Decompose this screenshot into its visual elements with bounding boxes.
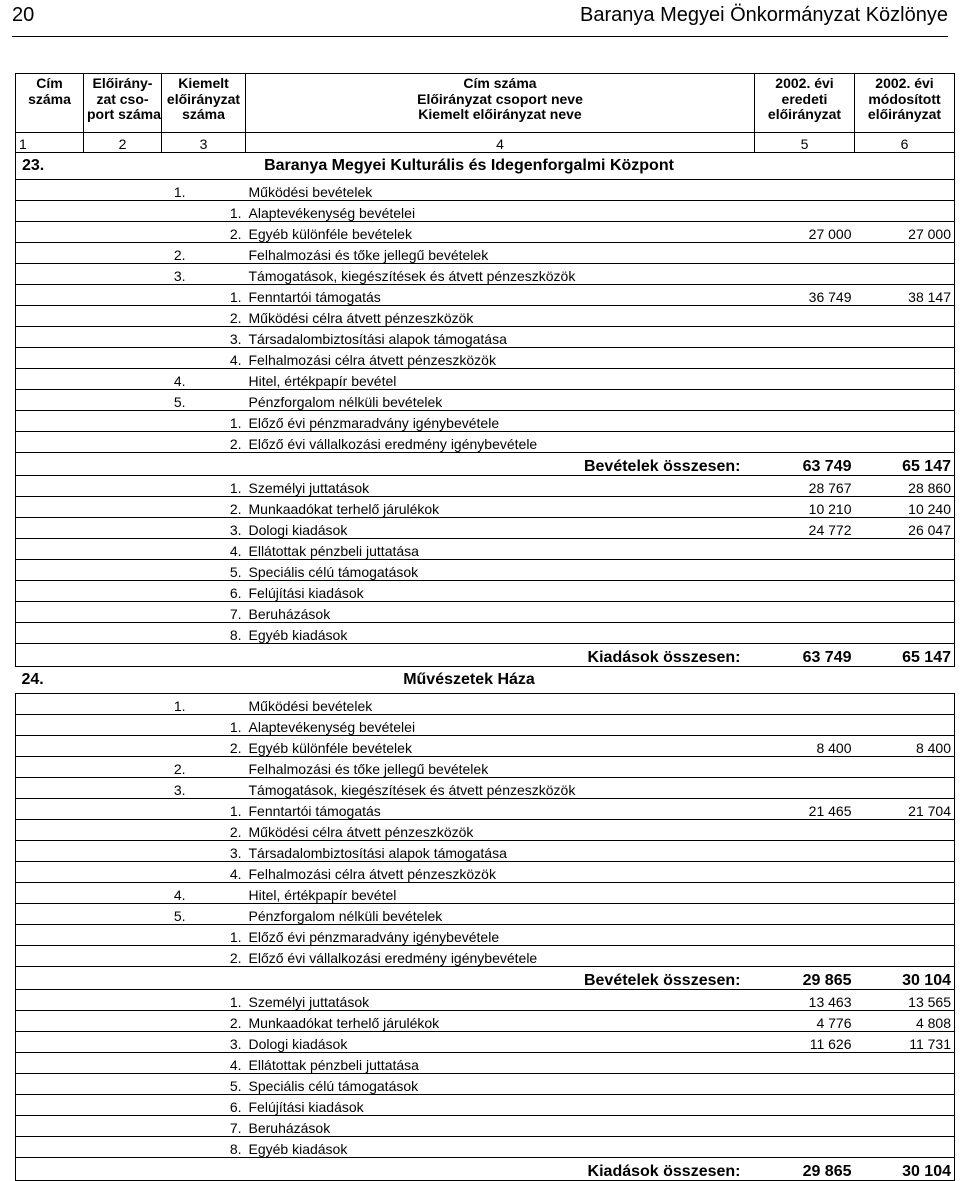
col-header-names: Cím száma Előirányzat csoport neve Kiemelt előirányzat neve bbox=[246, 74, 755, 133]
modified-value bbox=[855, 820, 955, 841]
modified-value bbox=[855, 390, 955, 411]
row-number: 5. bbox=[16, 1074, 246, 1095]
row-number: 8. bbox=[16, 623, 246, 644]
expense-row bbox=[16, 1074, 955, 1095]
row-number: 1. bbox=[16, 180, 246, 201]
expense-row bbox=[16, 602, 955, 623]
modified-value bbox=[855, 694, 955, 715]
modified-value bbox=[855, 862, 955, 883]
row-label: Támogatások, kiegészítések és átvett pénzeszközök bbox=[246, 264, 755, 285]
original-value bbox=[755, 925, 855, 946]
row-number: 1. bbox=[16, 476, 246, 497]
row-label: Munkaadókat terhelő járulékok bbox=[246, 497, 755, 518]
row-number: 2. bbox=[16, 736, 246, 757]
revenue-row bbox=[16, 820, 955, 841]
expense-row bbox=[16, 623, 955, 644]
row-label: Támogatások, kiegészítések és átvett pénzeszközök bbox=[246, 778, 755, 799]
modified-value bbox=[855, 432, 955, 453]
modified-value bbox=[855, 243, 955, 264]
original-value bbox=[755, 1074, 855, 1095]
row-number: 3. bbox=[16, 841, 246, 862]
modified-value bbox=[855, 715, 955, 736]
modified-value: 26 047 bbox=[855, 518, 955, 539]
modified-value bbox=[855, 327, 955, 348]
original-value bbox=[755, 264, 855, 285]
institution-number: 24. bbox=[21, 671, 44, 688]
row-label: Egyéb különféle bevételek bbox=[246, 222, 755, 243]
expense-row bbox=[16, 539, 955, 560]
row-label: Dologi kiadások bbox=[246, 1032, 755, 1053]
expense-row bbox=[16, 1011, 955, 1032]
modified-value bbox=[855, 602, 955, 623]
original-value bbox=[755, 327, 855, 348]
row-number: 4. bbox=[16, 1053, 246, 1074]
revenue-row bbox=[16, 243, 955, 264]
modified-value bbox=[855, 1053, 955, 1074]
row-label: Előző évi vállalkozási eredmény igénybevétele bbox=[246, 432, 755, 453]
page-number: 20 bbox=[12, 4, 35, 26]
row-number: 4. bbox=[16, 369, 246, 390]
expense-total-modified: 30 104 bbox=[855, 1158, 955, 1181]
original-value bbox=[755, 1116, 855, 1137]
row-number: 1. bbox=[16, 411, 246, 432]
revenue-row bbox=[16, 285, 955, 306]
row-label: Előző évi pénzmaradvány igénybevétele bbox=[246, 925, 755, 946]
row-number: 3. bbox=[16, 264, 246, 285]
original-value bbox=[755, 946, 855, 967]
column-number: 1 bbox=[16, 133, 84, 153]
row-label: Dologi kiadások bbox=[246, 518, 755, 539]
original-value bbox=[755, 602, 855, 623]
revenue-total-label: Bevételek összesen: bbox=[16, 967, 755, 990]
original-value bbox=[755, 694, 855, 715]
revenue-total-row bbox=[16, 453, 955, 476]
modified-value bbox=[855, 778, 955, 799]
row-label: Személyi juttatások bbox=[246, 476, 755, 497]
row-label: Speciális célú támogatások bbox=[246, 560, 755, 581]
column-number: 4 bbox=[246, 133, 755, 153]
original-value bbox=[755, 904, 855, 925]
page-header bbox=[12, 0, 948, 37]
expense-row bbox=[16, 1032, 955, 1053]
modified-value bbox=[855, 369, 955, 390]
institution-row bbox=[16, 667, 955, 694]
row-number: 3. bbox=[16, 1032, 246, 1053]
original-value: 36 749 bbox=[755, 285, 855, 306]
modified-value: 8 400 bbox=[855, 736, 955, 757]
expense-row bbox=[16, 1116, 955, 1137]
row-label: Egyéb különféle bevételek bbox=[246, 736, 755, 757]
row-number: 6. bbox=[16, 581, 246, 602]
row-label: Ellátottak pénzbeli juttatása bbox=[246, 539, 755, 560]
row-number: 2. bbox=[16, 243, 246, 264]
original-value bbox=[755, 369, 855, 390]
institution-number: 23. bbox=[16, 153, 84, 180]
original-value bbox=[755, 883, 855, 904]
revenue-row bbox=[16, 757, 955, 778]
row-label: Pénzforgalom nélküli bevételek bbox=[246, 390, 755, 411]
original-value bbox=[755, 820, 855, 841]
revenue-row bbox=[16, 327, 955, 348]
column-number-row bbox=[16, 133, 955, 153]
table-header-row bbox=[16, 74, 955, 133]
revenue-row bbox=[16, 883, 955, 904]
original-value bbox=[755, 1053, 855, 1074]
row-label: Beruházások bbox=[246, 602, 755, 623]
row-number: 1. bbox=[16, 799, 246, 820]
original-value: 27 000 bbox=[755, 222, 855, 243]
col-header-csoport: Előirány- zat cso- port száma bbox=[84, 74, 162, 133]
row-label: Ellátottak pénzbeli juttatása bbox=[246, 1053, 755, 1074]
original-value bbox=[755, 862, 855, 883]
revenue-row bbox=[16, 180, 955, 201]
modified-value bbox=[855, 883, 955, 904]
row-label: Beruházások bbox=[246, 1116, 755, 1137]
column-number: 6 bbox=[855, 133, 955, 153]
expense-total-row bbox=[16, 1158, 955, 1181]
institution-name: Művészetek Háza bbox=[403, 671, 535, 688]
revenue-row bbox=[16, 201, 955, 222]
revenue-row bbox=[16, 736, 955, 757]
modified-value bbox=[855, 904, 955, 925]
row-label: Felújítási kiadások bbox=[246, 581, 755, 602]
modified-value: 27 000 bbox=[855, 222, 955, 243]
col-header-modified: 2002. évi módosított előirányzat bbox=[855, 74, 955, 133]
row-label: Felhalmozási célra átvett pénzeszközök bbox=[246, 348, 755, 369]
original-value bbox=[755, 306, 855, 327]
expense-row bbox=[16, 581, 955, 602]
expense-row bbox=[16, 518, 955, 539]
row-label: Felhalmozási célra átvett pénzeszközök bbox=[246, 862, 755, 883]
modified-value: 10 240 bbox=[855, 497, 955, 518]
modified-value bbox=[855, 925, 955, 946]
expense-row bbox=[16, 560, 955, 581]
empty-cell bbox=[855, 153, 955, 180]
original-value: 28 767 bbox=[755, 476, 855, 497]
row-number: 4. bbox=[16, 883, 246, 904]
original-value: 4 776 bbox=[755, 1011, 855, 1032]
row-number: 1. bbox=[16, 694, 246, 715]
row-label: Előző évi pénzmaradvány igénybevétele bbox=[246, 411, 755, 432]
row-number: 7. bbox=[16, 602, 246, 623]
row-label: Felhalmozási és tőke jellegű bevételek bbox=[246, 243, 755, 264]
original-value bbox=[755, 757, 855, 778]
revenue-row bbox=[16, 369, 955, 390]
modified-value bbox=[855, 411, 955, 432]
expense-total-label: Kiadások összesen: bbox=[16, 644, 755, 667]
row-number: 3. bbox=[16, 327, 246, 348]
original-value bbox=[755, 243, 855, 264]
row-number: 2. bbox=[16, 432, 246, 453]
col-header-original: 2002. évi eredeti előirányzat bbox=[755, 74, 855, 133]
row-label: Felhalmozási és tőke jellegű bevételek bbox=[246, 757, 755, 778]
expense-total-label: Kiadások összesen: bbox=[16, 1158, 755, 1181]
row-number: 2. bbox=[16, 306, 246, 327]
original-value bbox=[755, 390, 855, 411]
empty-cell bbox=[855, 667, 955, 694]
original-value: 10 210 bbox=[755, 497, 855, 518]
row-number: 5. bbox=[16, 904, 246, 925]
row-label: Speciális célú támogatások bbox=[246, 1074, 755, 1095]
original-value bbox=[755, 1095, 855, 1116]
row-number: 1. bbox=[16, 715, 246, 736]
column-number: 3 bbox=[162, 133, 246, 153]
modified-value bbox=[855, 201, 955, 222]
modified-value bbox=[855, 560, 955, 581]
modified-value: 21 704 bbox=[855, 799, 955, 820]
row-number: 3. bbox=[16, 778, 246, 799]
original-value bbox=[755, 539, 855, 560]
modified-value: 4 808 bbox=[855, 1011, 955, 1032]
revenue-row bbox=[16, 904, 955, 925]
publication-title: Baranya Megyei Önkormányzat Közlönye bbox=[580, 4, 948, 26]
revenue-row bbox=[16, 841, 955, 862]
row-number: 1. bbox=[16, 990, 246, 1011]
original-value bbox=[755, 348, 855, 369]
row-label: Egyéb kiadások bbox=[246, 1137, 755, 1158]
modified-value bbox=[855, 348, 955, 369]
col-header-cim: Cím száma bbox=[16, 74, 84, 133]
revenue-row bbox=[16, 306, 955, 327]
original-value bbox=[755, 778, 855, 799]
modified-value bbox=[855, 623, 955, 644]
modified-value: 11 731 bbox=[855, 1032, 955, 1053]
revenue-row bbox=[16, 264, 955, 285]
row-number: 2. bbox=[16, 946, 246, 967]
original-value bbox=[755, 201, 855, 222]
row-number: 5. bbox=[16, 390, 246, 411]
row-label: Személyi juttatások bbox=[246, 990, 755, 1011]
original-value bbox=[755, 180, 855, 201]
row-label: Előző évi vállalkozási eredmény igénybevétele bbox=[246, 946, 755, 967]
expense-row bbox=[16, 497, 955, 518]
modified-value bbox=[855, 581, 955, 602]
row-number: 1. bbox=[16, 201, 246, 222]
expense-total-modified: 65 147 bbox=[855, 644, 955, 667]
revenue-row bbox=[16, 799, 955, 820]
revenue-row bbox=[16, 778, 955, 799]
col-header-kiemelt: Kiemelt előirányzat száma bbox=[162, 74, 246, 133]
original-value bbox=[755, 432, 855, 453]
revenue-total-modified: 30 104 bbox=[855, 967, 955, 990]
original-value bbox=[755, 581, 855, 602]
modified-value bbox=[855, 1074, 955, 1095]
original-value: 21 465 bbox=[755, 799, 855, 820]
original-value bbox=[755, 841, 855, 862]
modified-value bbox=[855, 1116, 955, 1137]
expense-total-row bbox=[16, 644, 955, 667]
revenue-row bbox=[16, 694, 955, 715]
modified-value bbox=[855, 180, 955, 201]
row-label: Pénzforgalom nélküli bevételek bbox=[246, 904, 755, 925]
row-number: 4. bbox=[16, 862, 246, 883]
institution-name: Baranya Megyei Kulturális és Idegenforgalmi Központ bbox=[84, 153, 855, 180]
revenue-row bbox=[16, 946, 955, 967]
modified-value bbox=[855, 1137, 955, 1158]
expense-row bbox=[16, 1137, 955, 1158]
revenue-total-label: Bevételek összesen: bbox=[16, 453, 755, 476]
row-label: Hitel, értékpapír bevétel bbox=[246, 369, 755, 390]
row-number: 6. bbox=[16, 1095, 246, 1116]
row-label: Működési célra átvett pénzeszközök bbox=[246, 820, 755, 841]
revenue-total-row bbox=[16, 967, 955, 990]
row-label: Egyéb kiadások bbox=[246, 623, 755, 644]
row-number: 1. bbox=[16, 285, 246, 306]
budget-table bbox=[15, 73, 955, 1181]
revenue-row bbox=[16, 222, 955, 243]
row-number: 3. bbox=[16, 518, 246, 539]
original-value bbox=[755, 1137, 855, 1158]
column-number: 2 bbox=[84, 133, 162, 153]
original-value: 8 400 bbox=[755, 736, 855, 757]
expense-row bbox=[16, 1095, 955, 1116]
column-number: 5 bbox=[755, 133, 855, 153]
modified-value bbox=[855, 841, 955, 862]
modified-value bbox=[855, 946, 955, 967]
revenue-total-original: 29 865 bbox=[755, 967, 855, 990]
revenue-row bbox=[16, 390, 955, 411]
original-value bbox=[755, 560, 855, 581]
row-number: 2. bbox=[16, 1011, 246, 1032]
modified-value: 38 147 bbox=[855, 285, 955, 306]
revenue-total-modified: 65 147 bbox=[855, 453, 955, 476]
row-number: 2. bbox=[16, 757, 246, 778]
row-number: 4. bbox=[16, 539, 246, 560]
row-number: 1. bbox=[16, 925, 246, 946]
row-number: 2. bbox=[16, 497, 246, 518]
revenue-row bbox=[16, 348, 955, 369]
original-value: 13 463 bbox=[755, 990, 855, 1011]
row-number: 2. bbox=[16, 222, 246, 243]
row-number: 8. bbox=[16, 1137, 246, 1158]
row-label: Működési célra átvett pénzeszközök bbox=[246, 306, 755, 327]
expense-row bbox=[16, 1053, 955, 1074]
expense-row bbox=[16, 990, 955, 1011]
modified-value bbox=[855, 306, 955, 327]
row-label: Működési bevételek bbox=[246, 694, 755, 715]
row-number: 5. bbox=[16, 560, 246, 581]
expense-total-original: 63 749 bbox=[755, 644, 855, 667]
original-value: 11 626 bbox=[755, 1032, 855, 1053]
revenue-total-original: 63 749 bbox=[755, 453, 855, 476]
row-label: Hitel, értékpapír bevétel bbox=[246, 883, 755, 904]
row-label: Fenntartói támogatás bbox=[246, 285, 755, 306]
original-value bbox=[755, 411, 855, 432]
row-number: 7. bbox=[16, 1116, 246, 1137]
row-label: Fenntartói támogatás bbox=[246, 799, 755, 820]
modified-value bbox=[855, 539, 955, 560]
row-number: 4. bbox=[16, 348, 246, 369]
row-label: Alaptevékenység bevételei bbox=[246, 715, 755, 736]
expense-total-original: 29 865 bbox=[755, 1158, 855, 1181]
original-value bbox=[755, 715, 855, 736]
row-label: Felújítási kiadások bbox=[246, 1095, 755, 1116]
row-label: Társadalombiztosítási alapok támogatása bbox=[246, 841, 755, 862]
modified-value: 28 860 bbox=[855, 476, 955, 497]
row-number: 2. bbox=[16, 820, 246, 841]
revenue-row bbox=[16, 862, 955, 883]
row-label: Munkaadókat terhelő járulékok bbox=[246, 1011, 755, 1032]
revenue-row bbox=[16, 411, 955, 432]
row-label: Társadalombiztosítási alapok támogatása bbox=[246, 327, 755, 348]
modified-value bbox=[855, 1095, 955, 1116]
row-label: Működési bevételek bbox=[246, 180, 755, 201]
revenue-row bbox=[16, 432, 955, 453]
revenue-row bbox=[16, 715, 955, 736]
original-value bbox=[755, 623, 855, 644]
row-label: Alaptevékenység bevételei bbox=[246, 201, 755, 222]
modified-value: 13 565 bbox=[855, 990, 955, 1011]
expense-row bbox=[16, 476, 955, 497]
revenue-row bbox=[16, 925, 955, 946]
modified-value bbox=[855, 757, 955, 778]
institution-row bbox=[16, 153, 955, 180]
modified-value bbox=[855, 264, 955, 285]
original-value: 24 772 bbox=[755, 518, 855, 539]
